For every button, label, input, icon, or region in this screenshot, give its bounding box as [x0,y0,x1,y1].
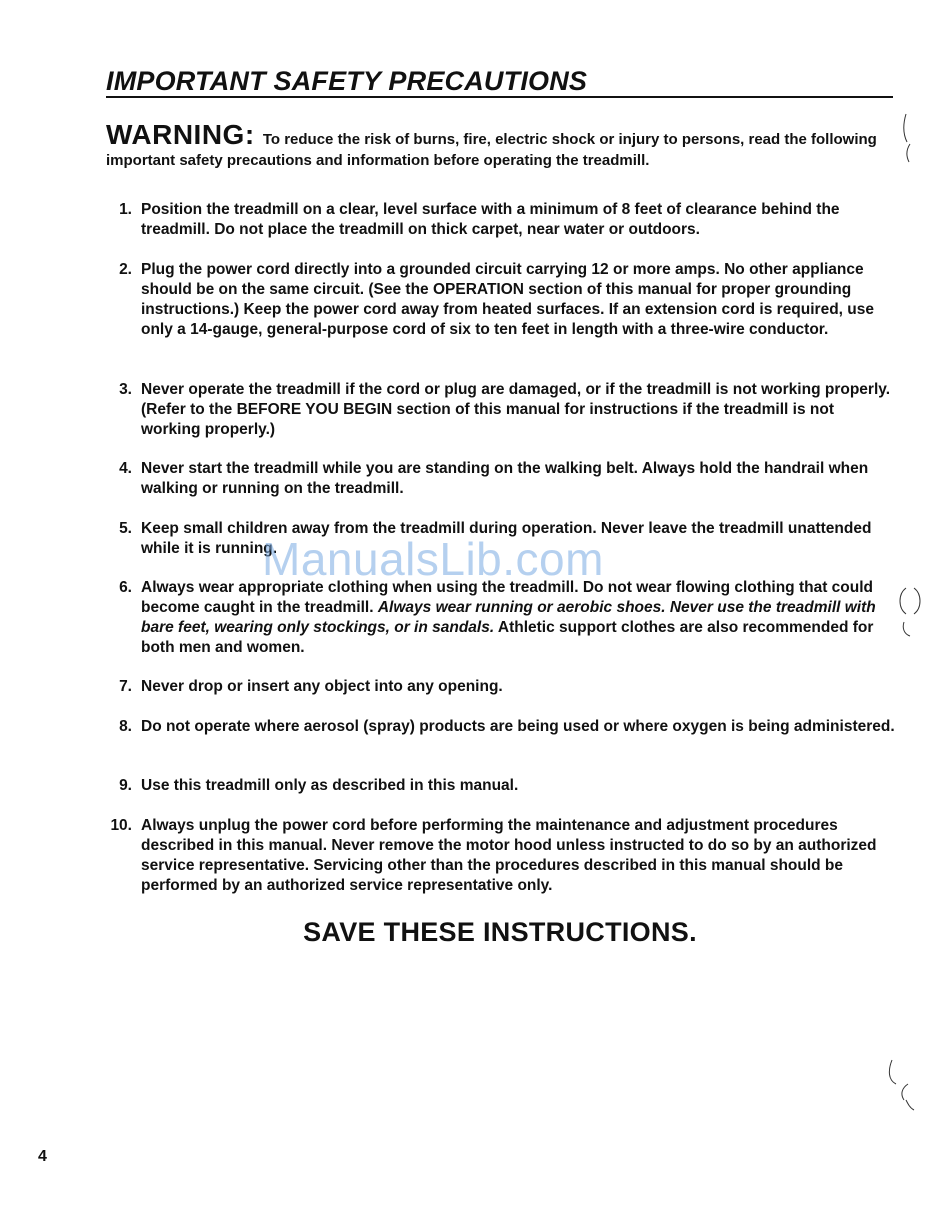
item-text: Never operate the treadmill if the cord or plug are damaged, or if the treadmill is not working properly. (Refer to the BEFORE YOU BEGIN section of this manual for instructions if the treadmill is not working properly.) [141,381,891,438]
item-number: 3. [119,381,132,398]
item-number: 9. [119,777,132,794]
item-text: Never drop or insert any object into any opening. [141,678,503,695]
item-text-italic: Always wear running or aerobic shoes. Never use the treadmill with bare feet, wearing only stockings, or in sandals. [141,599,876,636]
warning-paragraph [106,119,896,171]
item-number: 4. [119,460,132,477]
page-title: IMPORTANT SAFETY PRECAUTIONS [106,66,588,96]
page-number: 4 [38,1148,47,1165]
item-text: Always unplug the power cord before performing the maintenance and adjustment procedures described in this manual. Never remove the motor hood unless instructed to do so by an authorized service representative. Servicing other than the procedures described in this manual should be performed by an authorized service representative only. [141,817,877,894]
item-text: Keep small children away from the treadmill during operation. Never leave the treadmill unattended while it is running. [141,520,872,557]
item-number: 10. [110,817,132,834]
item-number: 2. [119,261,132,278]
item-text: Position the treadmill on a clear, level surface with a minimum of 8 feet of clearance behind the treadmill. Do not place the treadmill on thick carpet, near water or outdoors. [141,201,840,238]
item-text: Never start the treadmill while you are standing on the walking belt. Always hold the handrail when walking or running on the treadmill. [141,460,869,497]
item-number: 1. [119,201,132,218]
binding-hole-mark [894,580,926,638]
item-number: 6. [119,579,132,596]
watermark: ManualsLib.com [262,533,604,585]
item-number: 8. [119,718,132,735]
item-text-regular: Always wear appropriate clothing when using the treadmill. Do not wear flowing clothing that could become caught in the treadmill. [141,579,874,616]
item-text: Use this treadmill only as described in this manual. [141,777,519,794]
binding-hole-mark [898,112,918,164]
item-number: 5. [119,520,132,537]
item-number: 7. [119,678,132,695]
item-text-regular: Athletic support clothes are also recommended for both men and women. [141,619,874,656]
item-text: Plug the power cord directly into a grounded circuit carrying 12 or more amps. No other appliance should be on the same circuit. (See the OPERATION section of this manual for proper grounding instructions.) Keep the power cord away from heated surfaces. If an extension cord is required, use only a 14-gauge, general-purpose cord of six to ten feet in length with a three-wire conductor. [141,261,874,338]
warning-label: WARNING: [106,119,255,150]
binding-hole-mark [884,1056,920,1112]
item-text [141,578,896,658]
title-underline [106,96,893,98]
save-instructions: SAVE THESE INSTRUCTIONS. [303,917,697,947]
warning-text: To reduce the risk of burns, fire, electric shock or injury to persons, read the following important safety precautions and information before operating the treadmill. [106,131,877,169]
item-text: Do not operate where aerosol (spray) products are being used or where oxygen is being administered. [141,718,895,735]
